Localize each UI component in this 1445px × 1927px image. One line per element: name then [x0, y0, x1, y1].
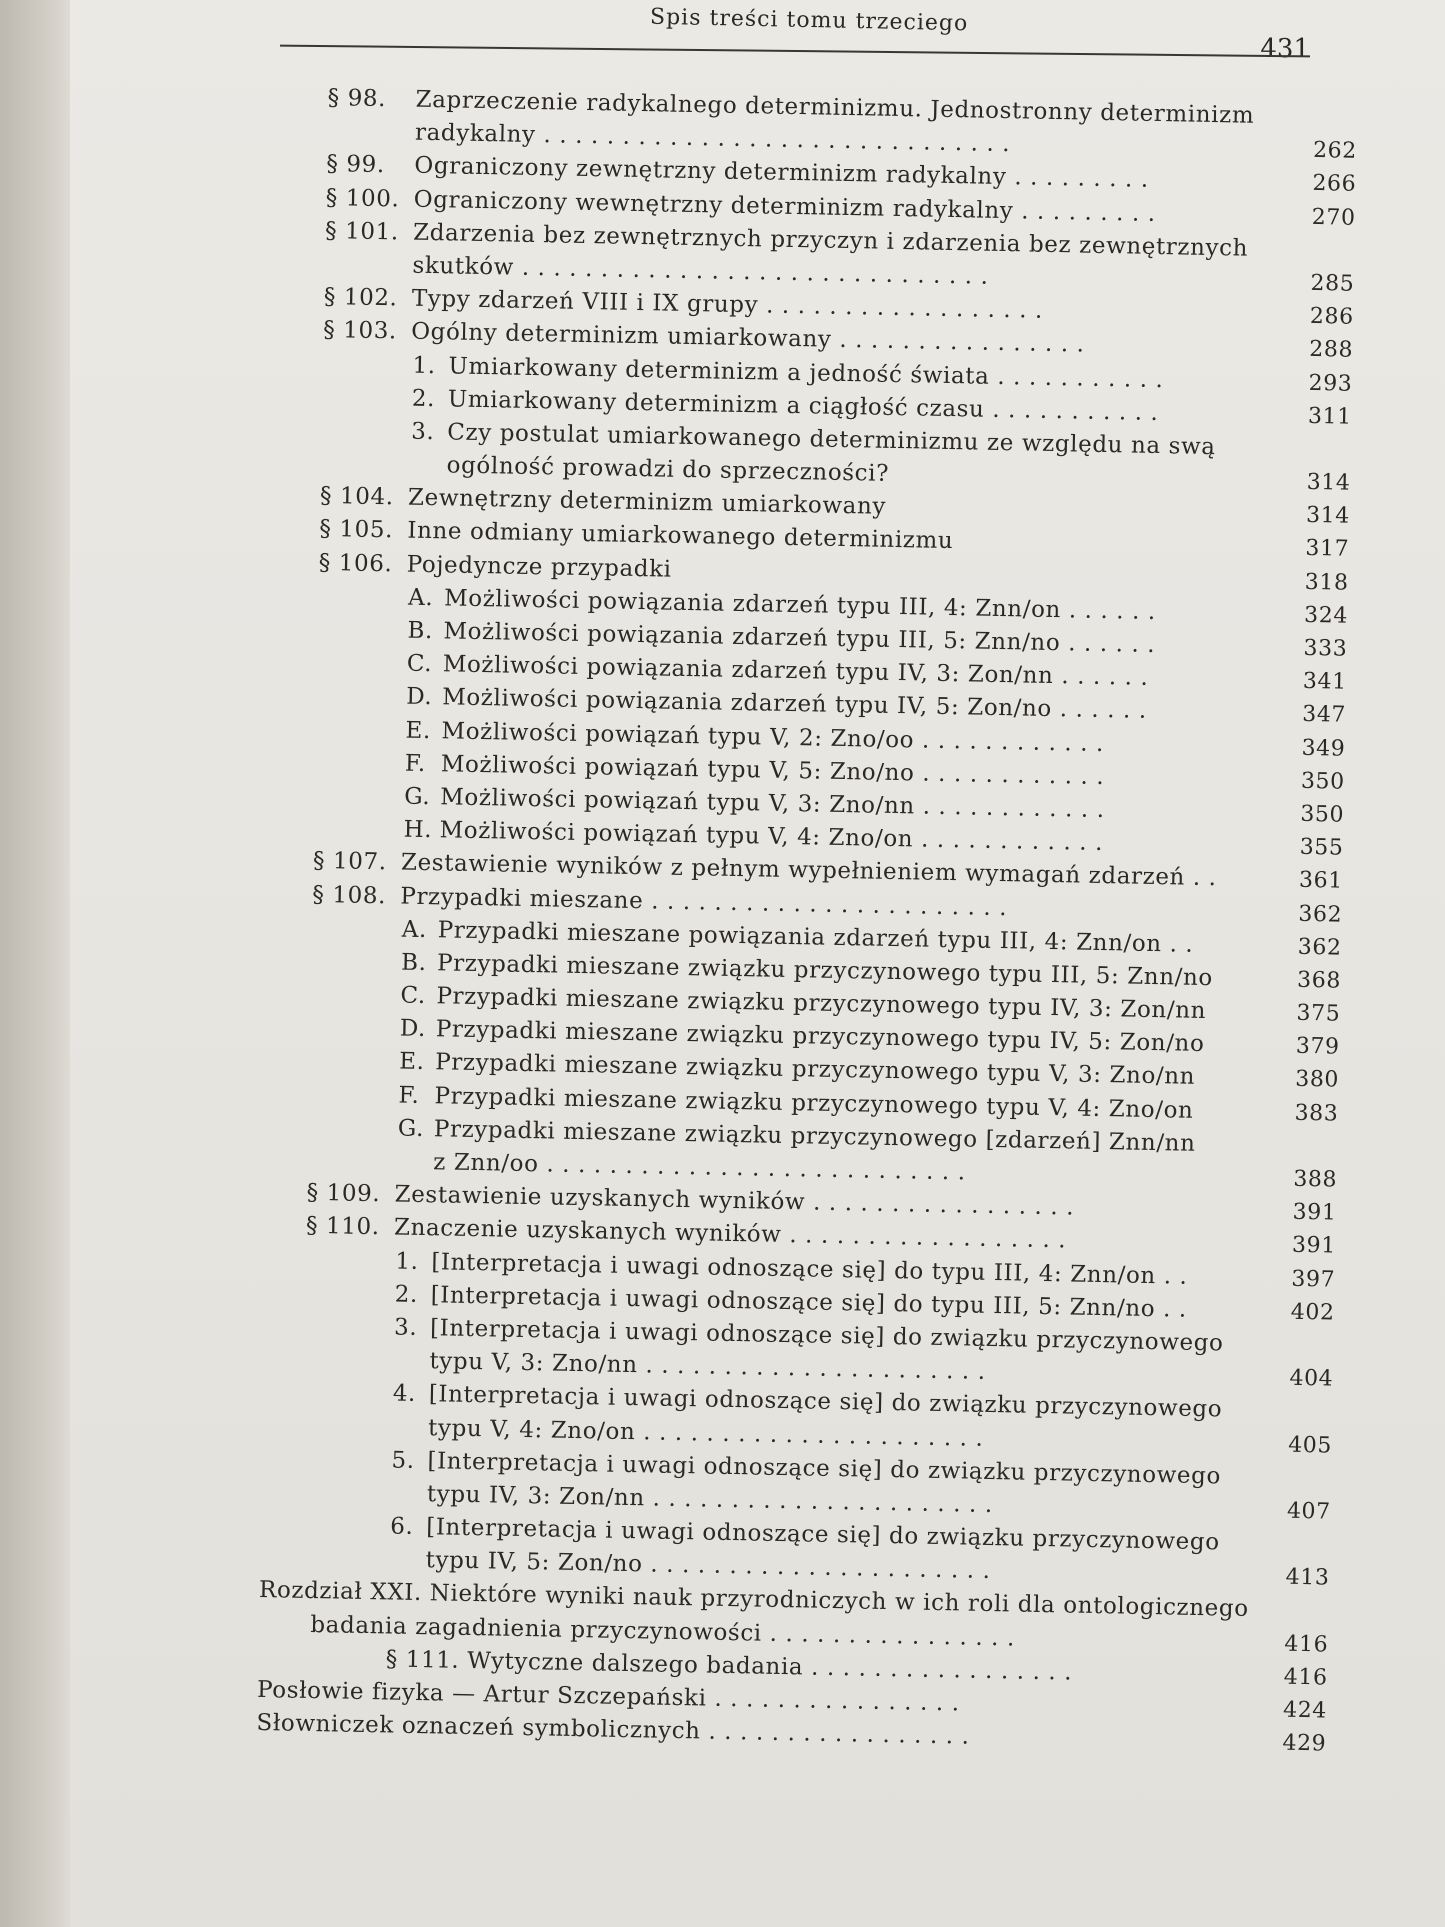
- toc-entry-title: Typy zdarzeń VIII i IX grupy . . . . . . . . . . . . . . . . . .: [411, 285, 1044, 324]
- page-header: [280, 0, 1310, 70]
- toc-entry-title: Zestawienie wyników z pełnym wypełnieniem wymagań zdarzeń . .: [400, 849, 1217, 892]
- page-gutter-shadow: [0, 0, 70, 1927]
- toc-entry-number: § 108.: [312, 881, 387, 909]
- toc-entry-title: [Interpretacja i uwagi odnoszące się] do związku przyczynowego: [429, 1315, 1224, 1357]
- toc-entry-title: radykalny . . . . . . . . . . . . . . . . . . . . . . . . . . . . . .: [414, 119, 1011, 158]
- toc-entry-page: 375: [1296, 1000, 1341, 1027]
- toc-entry-number: E.: [405, 717, 432, 744]
- toc-entry-title: Posłowie fizyka — Artur Szczepański . . . . . . . . . . . . . . . .: [256, 1676, 960, 1717]
- toc-entry-page: 405: [1287, 1432, 1333, 1459]
- toc-entry-title: Przypadki mieszane związku przyczynowego typu V, 3: Zno/nn: [434, 1049, 1196, 1091]
- toc-entry-title: Czy postulat umiarkowanego determinizmu ze względu na swą: [447, 419, 1216, 460]
- toc-entry-number: § 107.: [312, 848, 387, 876]
- toc-entry-title: Rozdział XXI. Niektóre wyniki nauk przyrodniczych w ich roli dla ontologicznego: [258, 1577, 1249, 1623]
- toc-entry-title: [Interpretacja i uwagi odnoszące się] do związku przyczynowego: [427, 1447, 1222, 1490]
- toc-entry-page: 288: [1309, 337, 1354, 364]
- toc-entry-title: Zewnętrzny determinizm umiarkowany: [407, 484, 887, 521]
- toc-entry-number: A.: [401, 916, 428, 943]
- toc-entry-number: § 106.: [318, 549, 393, 577]
- toc-entry-page: 318: [1304, 569, 1349, 596]
- toc-entry-title: Przypadki mieszane . . . . . . . . . . . . . . . . . . . . . . .: [400, 883, 1008, 921]
- toc-entry-title: Słowniczek oznaczeń symbolicznych . . . . . . . . . . . . . . . . .: [256, 1710, 970, 1750]
- toc-entry-title: Zestawienie uzyskanych wyników . . . . . . . . . . . . . . . . .: [394, 1181, 1075, 1221]
- toc-entry-number: 2.: [394, 1281, 419, 1308]
- toc-entry-page: 324: [1303, 602, 1349, 629]
- toc-entry-page: 317: [1305, 536, 1350, 563]
- toc-entry-title: typu IV, 3: Zon/nn . . . . . . . . . . . . . . . . . . . . . .: [426, 1481, 994, 1518]
- toc-entry-page: 355: [1299, 834, 1344, 861]
- toc-entry-title: Przypadki mieszane związku przyczynowego [zdarzeń] Znn/nn: [433, 1116, 1196, 1157]
- page-number: 431: [1260, 34, 1310, 64]
- header-rule: [280, 45, 1310, 58]
- toc-entry-page: 391: [1292, 1199, 1337, 1226]
- toc-entry-page: 404: [1289, 1365, 1334, 1392]
- toc-entry-number: § 109.: [306, 1179, 381, 1208]
- toc-entry-number: § 104.: [319, 483, 394, 511]
- toc-entry-title: typu V, 3: Zno/nn . . . . . . . . . . . . . . . . . . . . . .: [429, 1348, 986, 1385]
- toc-entry-title: Możliwości powiązań typu V, 5: Zno/no . . . . . . . . . . . .: [440, 751, 1105, 790]
- toc-entry-number: § 99.: [326, 151, 386, 179]
- toc-entry-page: 368: [1296, 967, 1342, 994]
- toc-entry-page: 314: [1305, 503, 1351, 529]
- toc-entry-page: 362: [1297, 934, 1342, 961]
- toc-entry-number: § 103.: [322, 317, 398, 345]
- toc-entry-page: 380: [1294, 1067, 1340, 1094]
- toc-entry-number: 5.: [391, 1447, 415, 1474]
- toc-entry-title: z Znn/oo . . . . . . . . . . . . . . . . . . . . . . . . . . .: [433, 1149, 966, 1186]
- toc-entry-page: 379: [1295, 1034, 1340, 1060]
- toc-entry-page: 402: [1290, 1299, 1335, 1326]
- toc-entry-title: Przypadki mieszane powiązania zdarzeń typu III, 4: Znn/on . .: [437, 916, 1194, 958]
- toc-entry-title: Przypadki mieszane związku przyczynowego typu IV, 5: Zon/no: [435, 1016, 1205, 1058]
- toc-entry-page: 347: [1301, 702, 1347, 729]
- toc-entry-title: skutków . . . . . . . . . . . . . . . . . . . . . . . . . . . . . .: [412, 252, 989, 290]
- toc-entry-page: 362: [1298, 901, 1343, 928]
- toc-entry-page: 314: [1306, 469, 1351, 496]
- toc-entry-number: 2.: [411, 385, 436, 412]
- toc-entry-title: Zaprzeczenie radykalnego determinizmu. Jednostronny determinizm: [415, 86, 1255, 129]
- toc-entry-number: 1.: [412, 352, 436, 379]
- book-page: [70, 0, 1445, 1927]
- toc-entry-page: 383: [1294, 1100, 1339, 1127]
- toc-entry-title: typu IV, 5: Zon/no . . . . . . . . . . . . . . . . . . . . . .: [425, 1547, 991, 1585]
- toc-entry-number: § 101.: [324, 217, 400, 246]
- toc-entry-title: Pojedyncze przypadki: [406, 551, 672, 583]
- toc-entry-number: H.: [403, 816, 433, 844]
- toc-entry-title: Możliwości powiązania zdarzeń typu IV, 5: Zon/no . . . . . .: [441, 684, 1148, 725]
- toc-entry-number: § 102.: [323, 284, 398, 312]
- toc-entry-number: 3.: [411, 418, 435, 445]
- toc-entry-number: G.: [397, 1115, 425, 1142]
- toc-entry-title: § 111. Wytyczne dalszego badania . . . . . . . . . . . . . . . . .: [385, 1646, 1073, 1686]
- toc-entry-page: 416: [1283, 1664, 1328, 1691]
- toc-entry-page: 311: [1307, 403, 1352, 430]
- toc-entry-number: 4.: [392, 1380, 417, 1408]
- toc-entry-title: [Interpretacja i uwagi odnoszące się] do typu III, 4: Znn/on . .: [431, 1248, 1188, 1290]
- toc-entry-page: 361: [1298, 868, 1344, 894]
- toc-entry-number: 1.: [395, 1248, 419, 1275]
- toc-entry-page: 413: [1285, 1564, 1330, 1591]
- toc-entry-title: Możliwości powiązania zdarzeń typu IV, 3: Zon/nn . . . . . .: [442, 651, 1149, 692]
- toc-entry-title: Znaczenie uzyskanych wyników . . . . . . . . . . . . . . . . . .: [393, 1214, 1067, 1254]
- toc-entry-title: [Interpretacja i uwagi odnoszące się] do związku przyczynowego: [428, 1381, 1223, 1423]
- toc-entry-page: 285: [1310, 270, 1355, 297]
- toc-entry-number: A.: [407, 584, 434, 611]
- toc-entry-number: B.: [400, 949, 427, 976]
- toc-entry-number: D.: [405, 683, 433, 711]
- toc-entry-title: Inne odmiany umiarkowanego determinizmu: [407, 518, 954, 555]
- toc-entry-page: 349: [1301, 735, 1346, 762]
- toc-entry-page: 397: [1291, 1266, 1336, 1293]
- toc-entry-number: B.: [407, 617, 434, 645]
- toc-entry-number: § 98.: [327, 84, 387, 113]
- toc-entry-number: 3.: [393, 1314, 418, 1341]
- toc-entry-title: [Interpretacja i uwagi odnoszące się] do związku przyczynowego: [426, 1514, 1220, 1556]
- toc-entry-number: § 100.: [325, 184, 400, 212]
- toc-entry-title: Przypadki mieszane związku przyczynowego typu IV, 3: Zon/nn: [436, 983, 1207, 1025]
- toc-entry-title: Zdarzenia bez zewnętrznych przyczyn i zdarzenia bez zewnętrznych: [412, 219, 1249, 262]
- toc-entry-number: § 110.: [305, 1213, 380, 1241]
- toc-entry-title: Możliwości powiązania zdarzeń typu III, 5: Znn/no . . . . . .: [443, 618, 1156, 658]
- running-title: Spis treści tomu trzeciego: [649, 4, 969, 37]
- toc-entry-title: Ograniczony wewnętrzny determinizm radykalny . . . . . . . . .: [413, 186, 1156, 227]
- toc-entry-title: Ogólny determinizm umiarkowany . . . . . . . . . . . . . . . .: [410, 318, 1085, 358]
- toc-entry-title: Możliwości powiązań typu V, 4: Zno/on . . . . . . . . . . . .: [439, 817, 1104, 857]
- toc-entry-title: Przypadki mieszane związku przyczynowego typu III, 5: Znn/no: [436, 950, 1214, 992]
- toc-entry-title: Przypadki mieszane związku przyczynowego typu V, 4: Zno/on: [434, 1082, 1194, 1124]
- toc-entry-title: Możliwości powiązania zdarzeń typu III, 4: Znn/on . . . . . .: [443, 585, 1157, 625]
- toc-entry-number: F.: [398, 1082, 420, 1109]
- toc-entry-number: G.: [404, 783, 431, 811]
- toc-entry-title: Umiarkowany determinizm a jedność świata . . . . . . . . . . .: [448, 352, 1164, 393]
- toc-entry-page: 429: [1282, 1730, 1327, 1757]
- toc-entry-title: [Interpretacja i uwagi odnoszące się] do typu III, 5: Znn/no . .: [430, 1281, 1188, 1323]
- toc-entry-number: C.: [406, 650, 433, 678]
- toc-entry-page: 391: [1291, 1233, 1337, 1259]
- toc-entry-page: 407: [1286, 1498, 1331, 1525]
- toc-entry-page: 341: [1302, 669, 1347, 695]
- toc-entry-page: 293: [1308, 370, 1353, 397]
- toc-entry-title: ogólność prowadzi do sprzeczności?: [446, 452, 890, 487]
- toc-entry-number: F.: [404, 750, 427, 777]
- toc-entry-page: 350: [1300, 801, 1345, 828]
- toc-entry-page: 424: [1282, 1697, 1328, 1724]
- toc-entry-title: badania zagadnienia przyczynowości . . . . . . . . . . . . . . . .: [310, 1611, 1016, 1652]
- toc-entry-page: 350: [1300, 768, 1345, 795]
- toc-entry-number: 6.: [390, 1513, 414, 1540]
- toc-entry-page: 388: [1293, 1166, 1338, 1193]
- toc-entry-title: Możliwości powiązań typu V, 3: Zno/nn . . . . . . . . . . . .: [440, 784, 1105, 823]
- toc-entry-title: Umiarkowany determinizm a ciągłość czasu . . . . . . . . . . .: [447, 386, 1159, 426]
- toc-entry-title: typu V, 4: Zno/on . . . . . . . . . . . . . . . . . . . . . .: [427, 1414, 984, 1452]
- toc-entry-title: Ograniczony zewnętrzny determinizm radykalny . . . . . . . . .: [414, 153, 1150, 194]
- toc-entry-page: 266: [1312, 171, 1357, 198]
- table-of-contents: [256, 82, 1358, 1760]
- toc-entry-page: 416: [1284, 1631, 1329, 1658]
- toc-entry-number: § 105.: [319, 516, 394, 544]
- toc-entry-number: E.: [398, 1048, 425, 1076]
- toc-entry-page: 333: [1303, 635, 1348, 662]
- toc-entry-number: D.: [399, 1015, 427, 1043]
- toc-entry-page: 262: [1312, 138, 1358, 164]
- toc-entry-title: Możliwości powiązań typu V, 2: Zno/oo . . . . . . . . . . . .: [441, 717, 1105, 757]
- toc-entry-page: 270: [1311, 204, 1356, 231]
- toc-entry-page: 286: [1309, 304, 1354, 330]
- toc-entry-number: C.: [400, 982, 427, 1010]
